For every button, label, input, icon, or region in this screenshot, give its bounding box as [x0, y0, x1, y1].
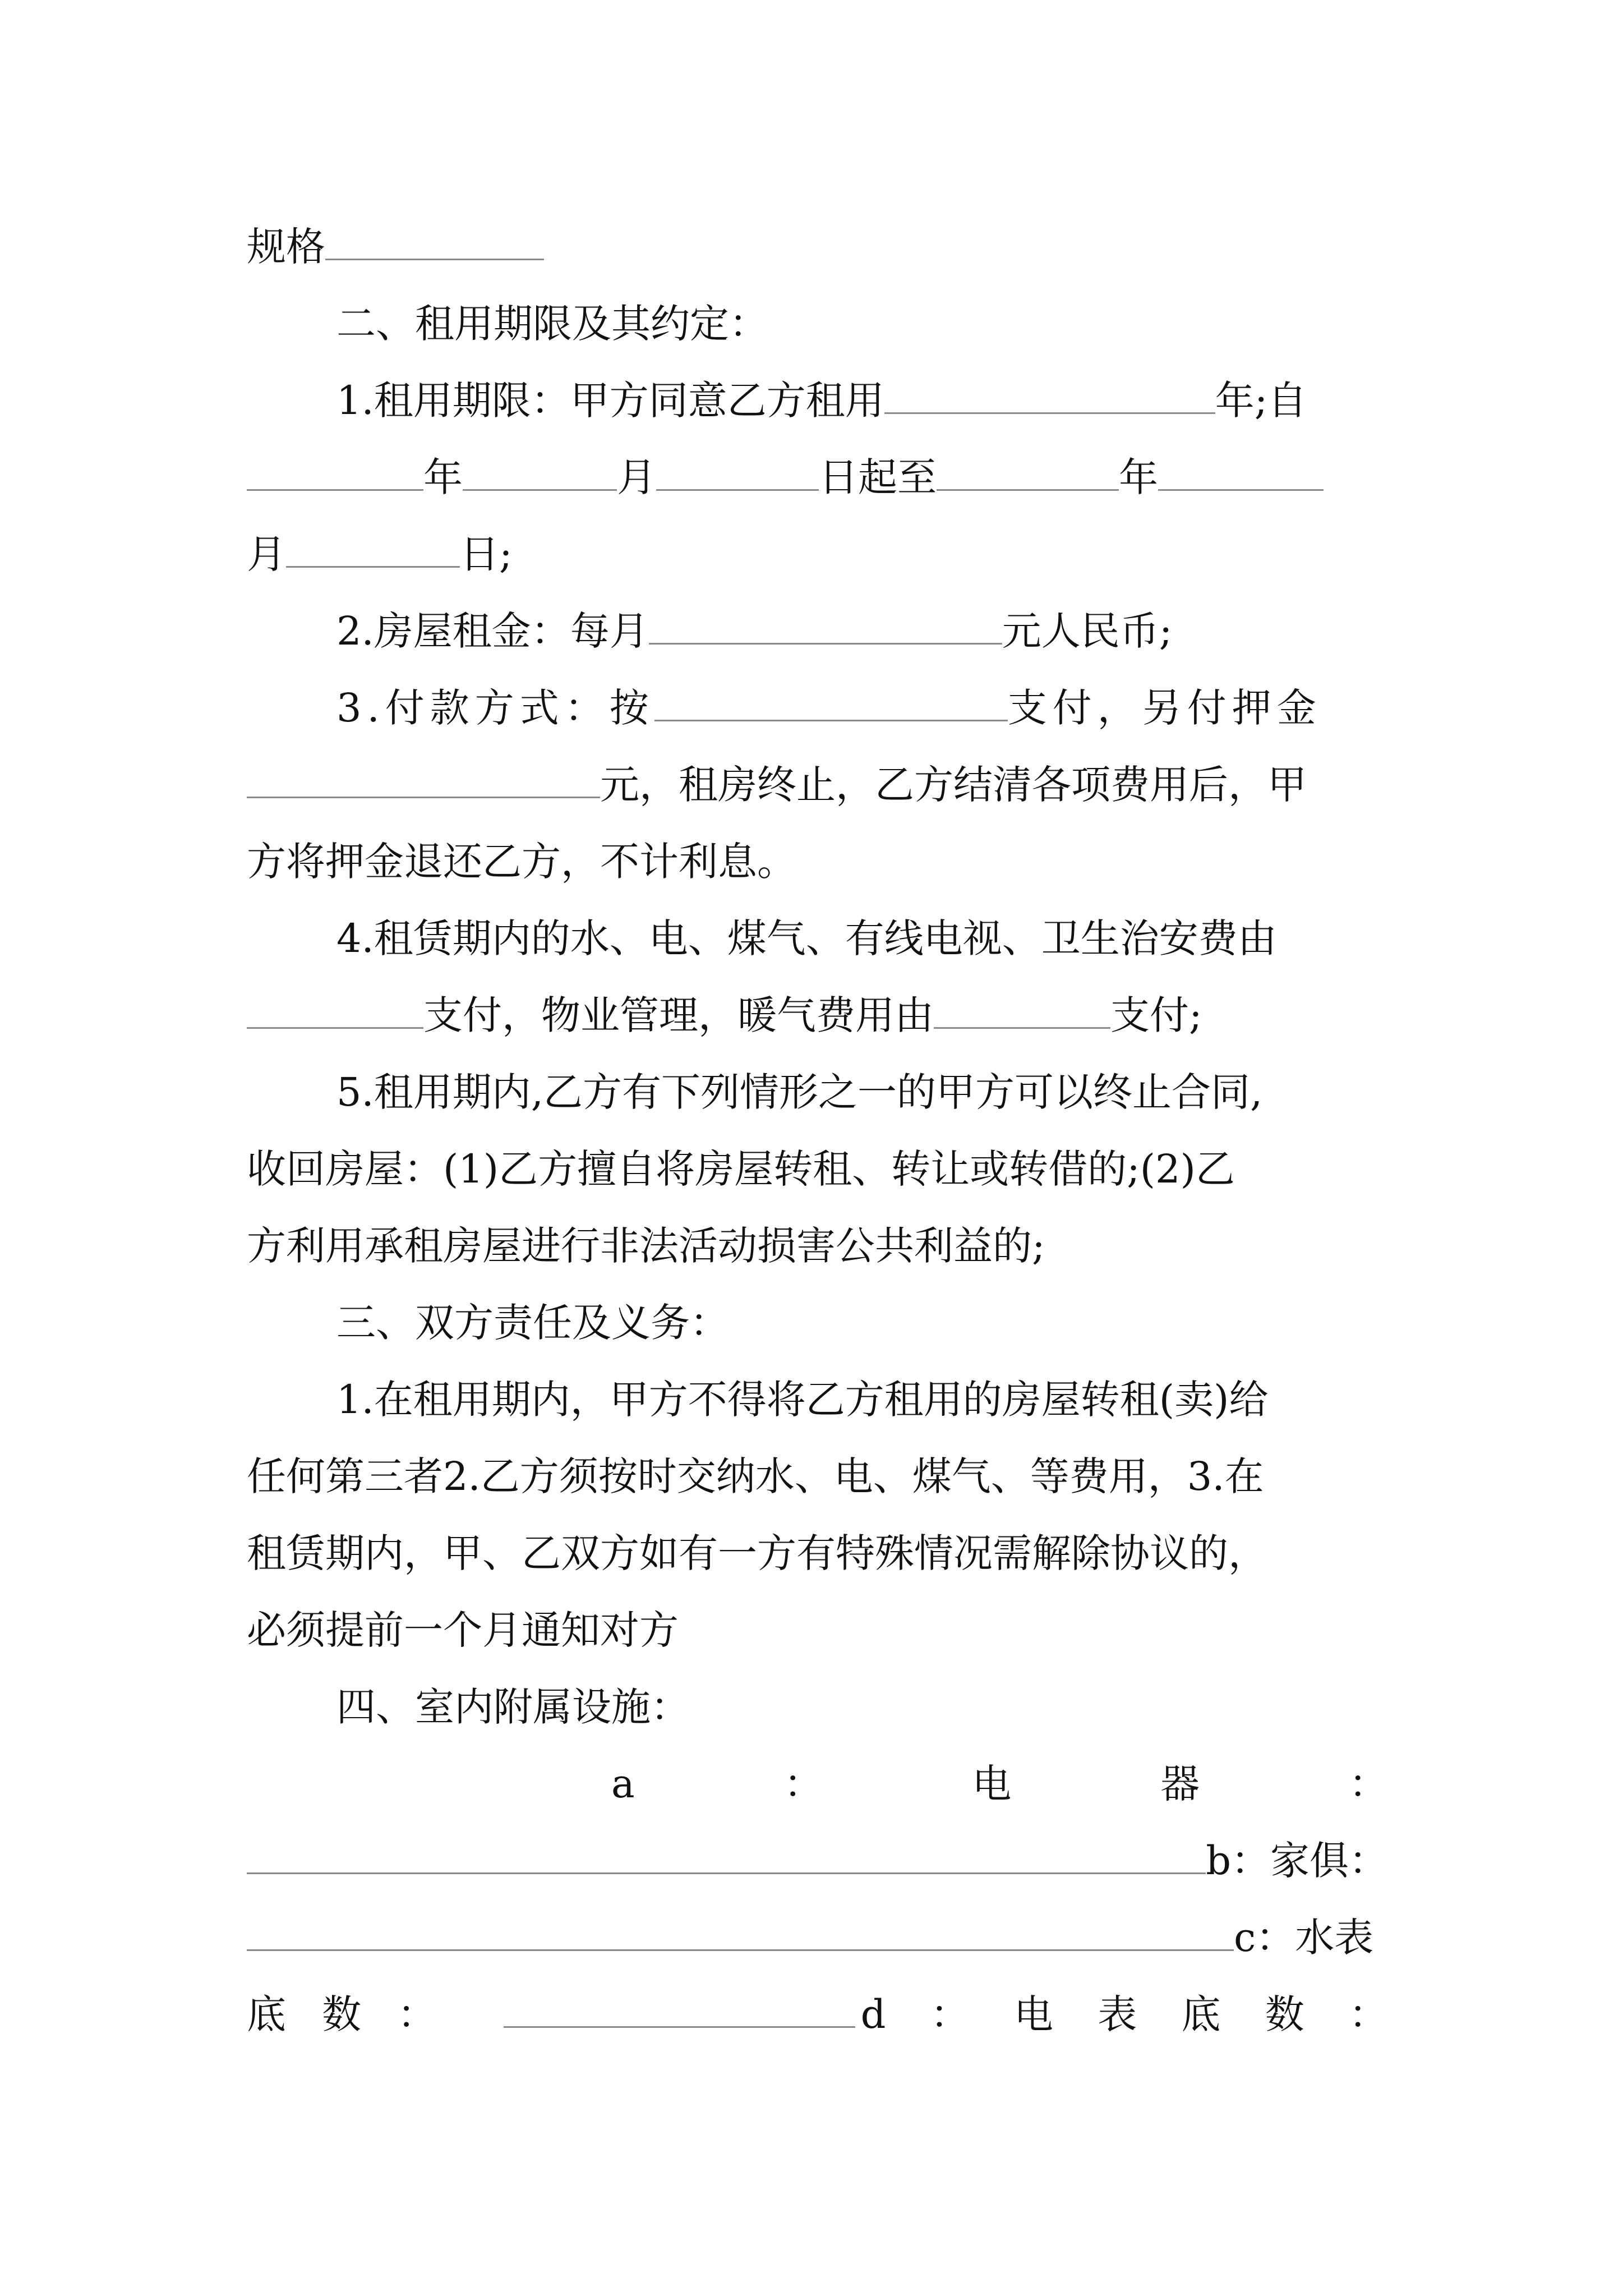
clause-text: 年;自 [1215, 378, 1307, 424]
section-4-heading [247, 1673, 1388, 1741]
clause-text: 3.付款方式：按 [336, 685, 654, 731]
item-c-label: c：水表 [1234, 1915, 1374, 1961]
spec-label: 规格 [247, 224, 325, 270]
clause-text: 方将押金退还乙方，不计利息。 [247, 839, 796, 885]
colon: ： [1348, 1761, 1388, 1807]
meter-readings-line [247, 1981, 1388, 2048]
clause-text: 年 [1119, 454, 1158, 500]
date-end-line [247, 521, 1388, 588]
utilities-payer-blank [247, 992, 423, 1029]
label-char: ： [930, 1991, 970, 2037]
appliances-line [611, 1750, 1388, 1818]
payment-method-blank [654, 685, 1008, 721]
clause-text: 月 [617, 454, 656, 500]
item-a-label: a [611, 1761, 635, 1807]
water-reading-label [247, 1981, 436, 2048]
clause-text: 方利用承租房屋进行非法活动损害公共利益的; [247, 1223, 1045, 1269]
clause-text: 收回房屋：(1)乙方擅自将房屋转租、转让或转借的;(2)乙 [247, 1146, 1235, 1192]
end-year-blank [937, 454, 1119, 491]
clause-text: 必须提前一个月通知对方 [247, 1607, 679, 1653]
heading-text: 三、双方责任及义务： [336, 1300, 729, 1346]
clause-text: 日; [460, 531, 513, 577]
line-spec [247, 213, 1388, 280]
monthly-rent-blank [649, 608, 1002, 645]
deposit-blank [247, 762, 600, 798]
label-char: 底 [247, 1991, 286, 2037]
furniture-line [247, 1827, 1388, 1894]
colon: ： [783, 1761, 823, 1807]
water-reading-blank [504, 1991, 855, 2028]
clause-3-cont-1 [247, 1443, 1388, 1510]
clause-text: 支付，另付押金 [1007, 685, 1322, 731]
term-years-blank [884, 378, 1215, 414]
electric-reading-label [855, 1981, 1388, 2048]
appliances-char: 电 [972, 1761, 1012, 1807]
item-b-label: b：家俱： [1206, 1838, 1388, 1884]
clause-2-4 [247, 905, 1388, 972]
label-char: 表 [1098, 1991, 1137, 2037]
label-char: 底 [1181, 1991, 1221, 2037]
clause-2-1 [247, 367, 1388, 434]
deposit-line [247, 751, 1388, 818]
clause-text: 日起至 [819, 454, 937, 500]
label-char: ： [397, 1991, 437, 2037]
clause-2-5-cont-1 [247, 1135, 1388, 1203]
end-month-blank [1158, 454, 1324, 491]
clause-3-cont-2 [247, 1520, 1388, 1587]
heading-text: 四、室内附属设施： [336, 1684, 690, 1730]
clause-2-2 [247, 597, 1388, 665]
clause-text: 任何第三者2.乙方须按时交纳水、电、煤气、等费用，3.在 [247, 1453, 1264, 1499]
label-char: ： [1348, 1991, 1388, 2037]
label-char: 数 [322, 1991, 362, 2037]
clause-3-cont-3 [247, 1596, 1388, 1664]
heading-text: 二、租用期限及其约定： [336, 301, 768, 347]
end-day-blank [286, 531, 460, 568]
clause-text: 4.租赁期内的水、电、煤气、有线电视、卫生治安费由 [336, 915, 1277, 961]
clause-2-5 [247, 1059, 1388, 1126]
date-range-line [247, 444, 1388, 511]
water-meter-line [247, 1904, 1388, 1971]
section-3-heading [247, 1289, 1388, 1356]
heating-payer-blank [934, 992, 1110, 1029]
clause-text: 月 [247, 531, 286, 577]
start-month-blank [463, 454, 617, 491]
clause-2-3 [247, 674, 1388, 742]
clause-text: 2.房屋租金：每月 [336, 608, 649, 654]
section-2-heading [247, 290, 1388, 357]
clause-text: 年 [423, 454, 463, 500]
clause-text: 租赁期内，甲、乙双方如有一方有特殊情况需解除协议的， [247, 1530, 1267, 1576]
furniture-blank [247, 1915, 1234, 1951]
spec-blank [325, 224, 544, 260]
appliances-blank [247, 1838, 1206, 1874]
clause-2-5-cont-2 [247, 1212, 1388, 1280]
clause-text: 支付，物业管理，暖气费用由 [423, 992, 934, 1038]
clause-text: 支付; [1110, 992, 1202, 1038]
clause-text: 元，租房终止，乙方结清各项费用后，甲 [600, 762, 1307, 808]
deposit-refund-line [247, 828, 1388, 895]
appliances-char: 器 [1160, 1761, 1200, 1807]
clause-text: 1.租用期限：甲方同意乙方租用 [336, 378, 884, 424]
start-year-blank [247, 454, 423, 491]
clause-3-1 [247, 1366, 1388, 1433]
utilities-payer-line [247, 982, 1388, 1049]
label-char: 数 [1265, 1991, 1304, 2037]
label-char: d [860, 1991, 886, 2037]
clause-text: 5.租用期内,乙方有下列情形之一的甲方可以终止合同, [336, 1069, 1263, 1115]
clause-text: 1.在租用期内，甲方不得将乙方租用的房屋转租(卖)给 [336, 1377, 1269, 1423]
clause-text: 元人民币; [1002, 608, 1173, 654]
start-day-blank [656, 454, 819, 491]
label-char: 电 [1013, 1991, 1053, 2037]
